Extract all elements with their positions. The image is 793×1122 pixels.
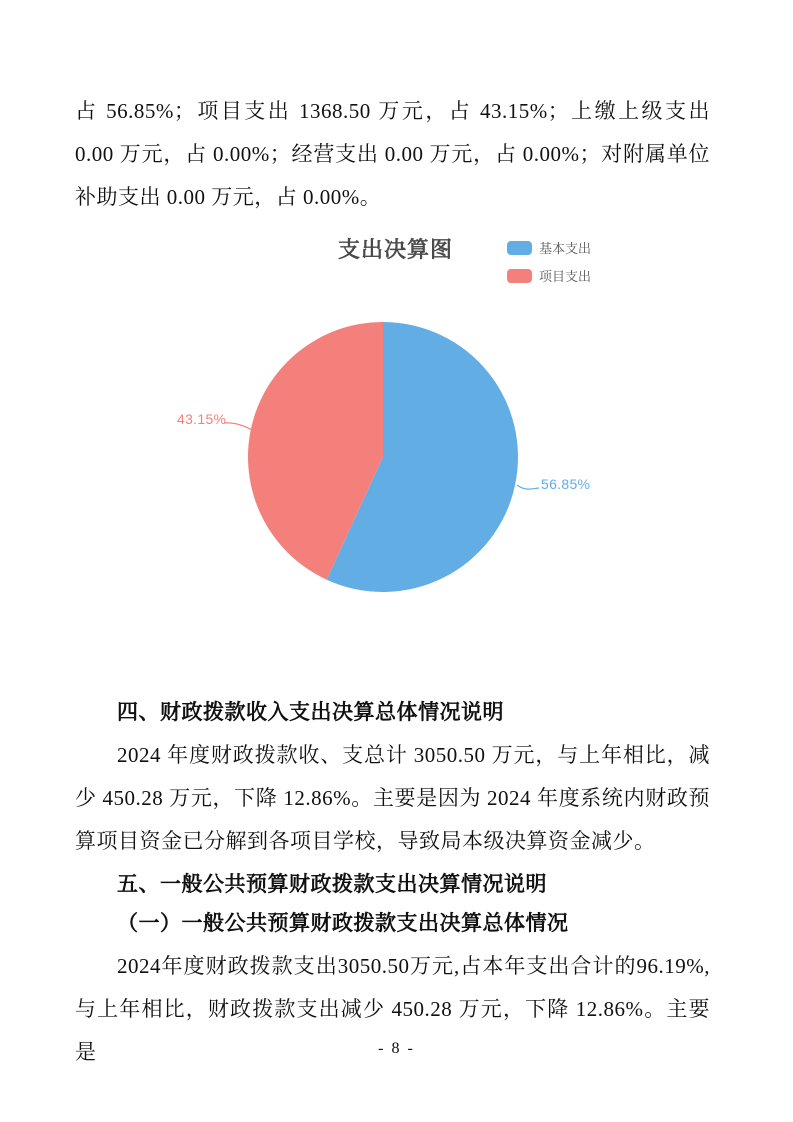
section-five-subheading: （一）一般公共预算财政拨款支出决算总体情况 (117, 911, 569, 935)
chart-legend (507, 238, 591, 285)
expenditure-pie-chart (75, 227, 710, 659)
pie-label-project-pct: 43.15% (177, 411, 227, 427)
intro-paragraph: 占 56.85%；项目支出 1368.50 万元，占 43.15%；上缴上级支出 0.00 万元，占 0.00%；经营支出 0.00 万元，占 0.00%；对附属单位补助支出 0.00 万元，占 0.00%。 (75, 99, 710, 209)
section-five-paragraph: 2024年度财政拨款支出3050.50万元,占本年支出合计的96.19%,与上年相比，财政拨款支出减少 450.28 万元，下降 12.86%。主要是 (75, 954, 710, 1064)
legend-label-project: 项目支出 (539, 269, 592, 284)
section-four-paragraph: 2024 年度财政拨款收、支总计 3050.50 万元，与上年相比，减少 450.28 万元，下降 12.86%。主要是因为 2024 年度系统内财政预算项目资金已分解到各项目学校，导致局本级决算资金减少。 (75, 743, 710, 853)
pie-graphic (248, 322, 518, 592)
legend-item-basic (507, 238, 591, 257)
pie-label-basic-pct: 56.85% (541, 476, 591, 492)
legend-swatch-project (507, 269, 532, 283)
section-five-heading: 五、一般公共预算财政拨款支出决算情况说明 (117, 872, 547, 896)
chart-title: 支出决算图 (338, 237, 454, 262)
legend-label-basic: 基本支出 (539, 241, 592, 256)
page-number: - 8 - (378, 1040, 415, 1057)
legend-item-project (507, 266, 591, 285)
section-four-heading: 四、财政拨款收入支出决算总体情况说明 (117, 700, 504, 724)
legend-swatch-basic (507, 241, 532, 255)
